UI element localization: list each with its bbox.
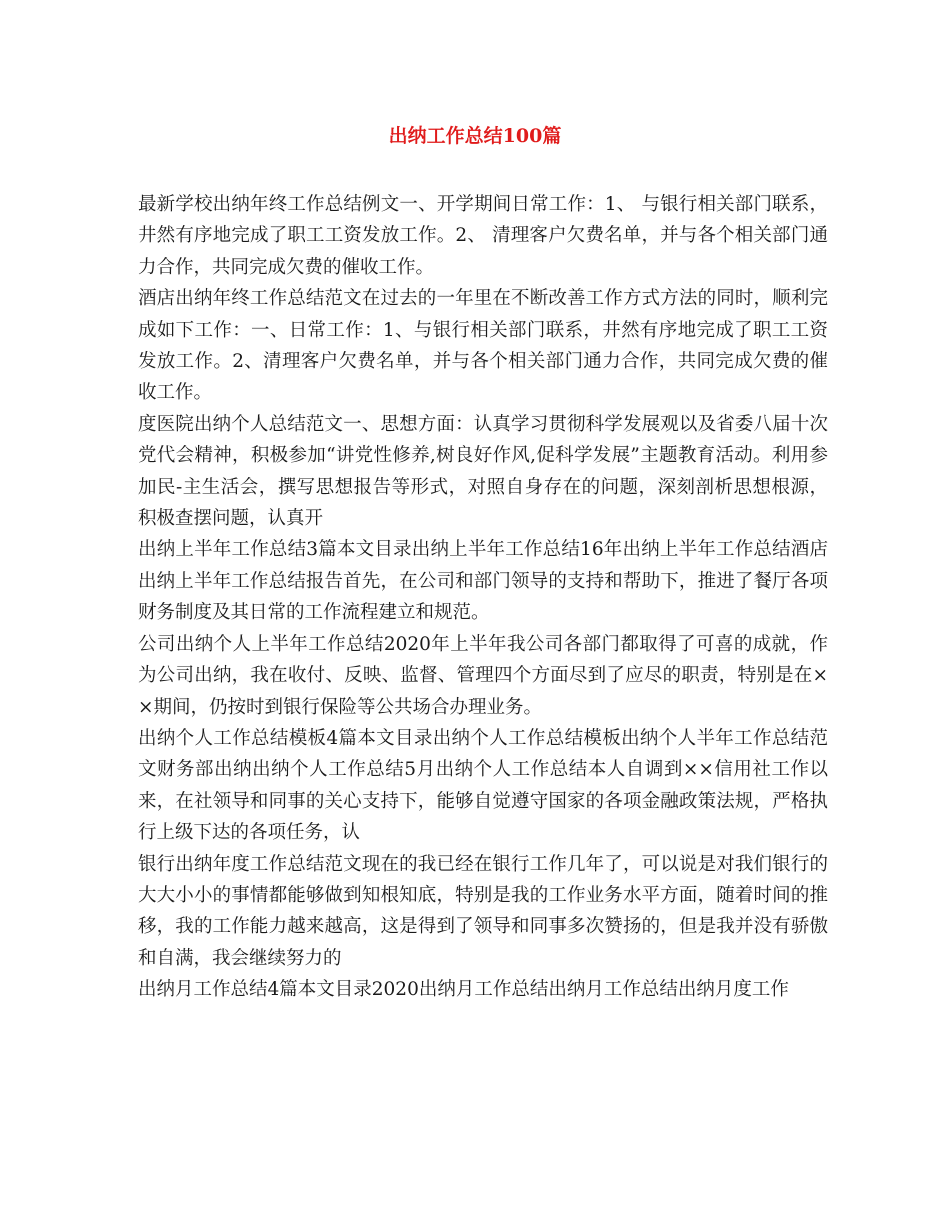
- paragraph-4: 出纳上半年工作总结3篇本文目录出纳上半年工作总结16年出纳上半年工作总结酒店出纳上半年工作总结报告首先，在公司和部门领导的支持和帮助下，推进了餐厅各项财务制度及其日常的工作流程建立和规范。: [138, 539, 828, 624]
- paragraph-7: 银行出纳年度工作总结范文现在的我已经在银行工作几年了，可以说是对我们银行的大大小小的事情都能够做到知根知底，特别是我的工作业务水平方面，随着时间的推移，我的工作能力越来越高，这是得到了领导和同事多次赞扬的，但是我并没有骄傲和自满，我会继续努力的: [138, 853, 828, 969]
- paragraph-6: 出纳个人工作总结模板4篇本文目录出纳个人工作总结模板出纳个人半年工作总结范文财务部出纳出纳个人工作总结5月出纳个人工作总结本人自调到××信用社工作以来，在社领导和同事的关心支持下，能够自觉遵守国家的各项金融政策法规，严格执行上级下达的各项任务，认: [138, 727, 828, 844]
- paragraph-1: 最新学校出纳年终工作总结例文一、开学期间日常工作：1、 与银行相关部门联系，井然有序地完成了职工工资发放工作。2、 清理客户欠费名单，并与各个相关部门通力合作，共同完成欠费的催收工作。: [138, 194, 828, 278]
- paragraph-2: 酒店出纳年终工作总结范文在过去的一年里在不断改善工作方式方法的同时，顺利完成如下工作：一、日常工作：1、与银行相关部门联系，井然有序地完成了职工工资发放工作。2、清理客户欠费名单，并与各个相关部门通力合作，共同完成欠费的催收工作。: [138, 288, 828, 404]
- paragraph-8: 出纳月工作总结4篇本文目录2020出纳月工作总结出纳月工作总结出纳月度工作: [138, 979, 789, 1001]
- paragraph-3: 度医院出纳个人总结范文一、思想方面：认真学习贯彻科学发展观以及省委八届十次党代会精神，积极参加“讲党性修养,树良好作风,促科学发展”主题教育活动。利用参加民-主生活会，撰写思想报告等形式，对照自身存在的问题，深刻剖析思想根源，积极查摆问题，认真开: [138, 413, 828, 530]
- paragraph-5: 公司出纳个人上半年工作总结2020年上半年我公司各部门都取得了可喜的成就，作为公司出纳，我在收付、反映、监督、管理四个方面尽到了应尽的职责，特别是在××期间，仍按时到银行保险等公共场合办理业务。: [138, 633, 828, 718]
- document-body: [138, 189, 828, 1006]
- document-title: 出纳工作总结100篇: [388, 125, 562, 147]
